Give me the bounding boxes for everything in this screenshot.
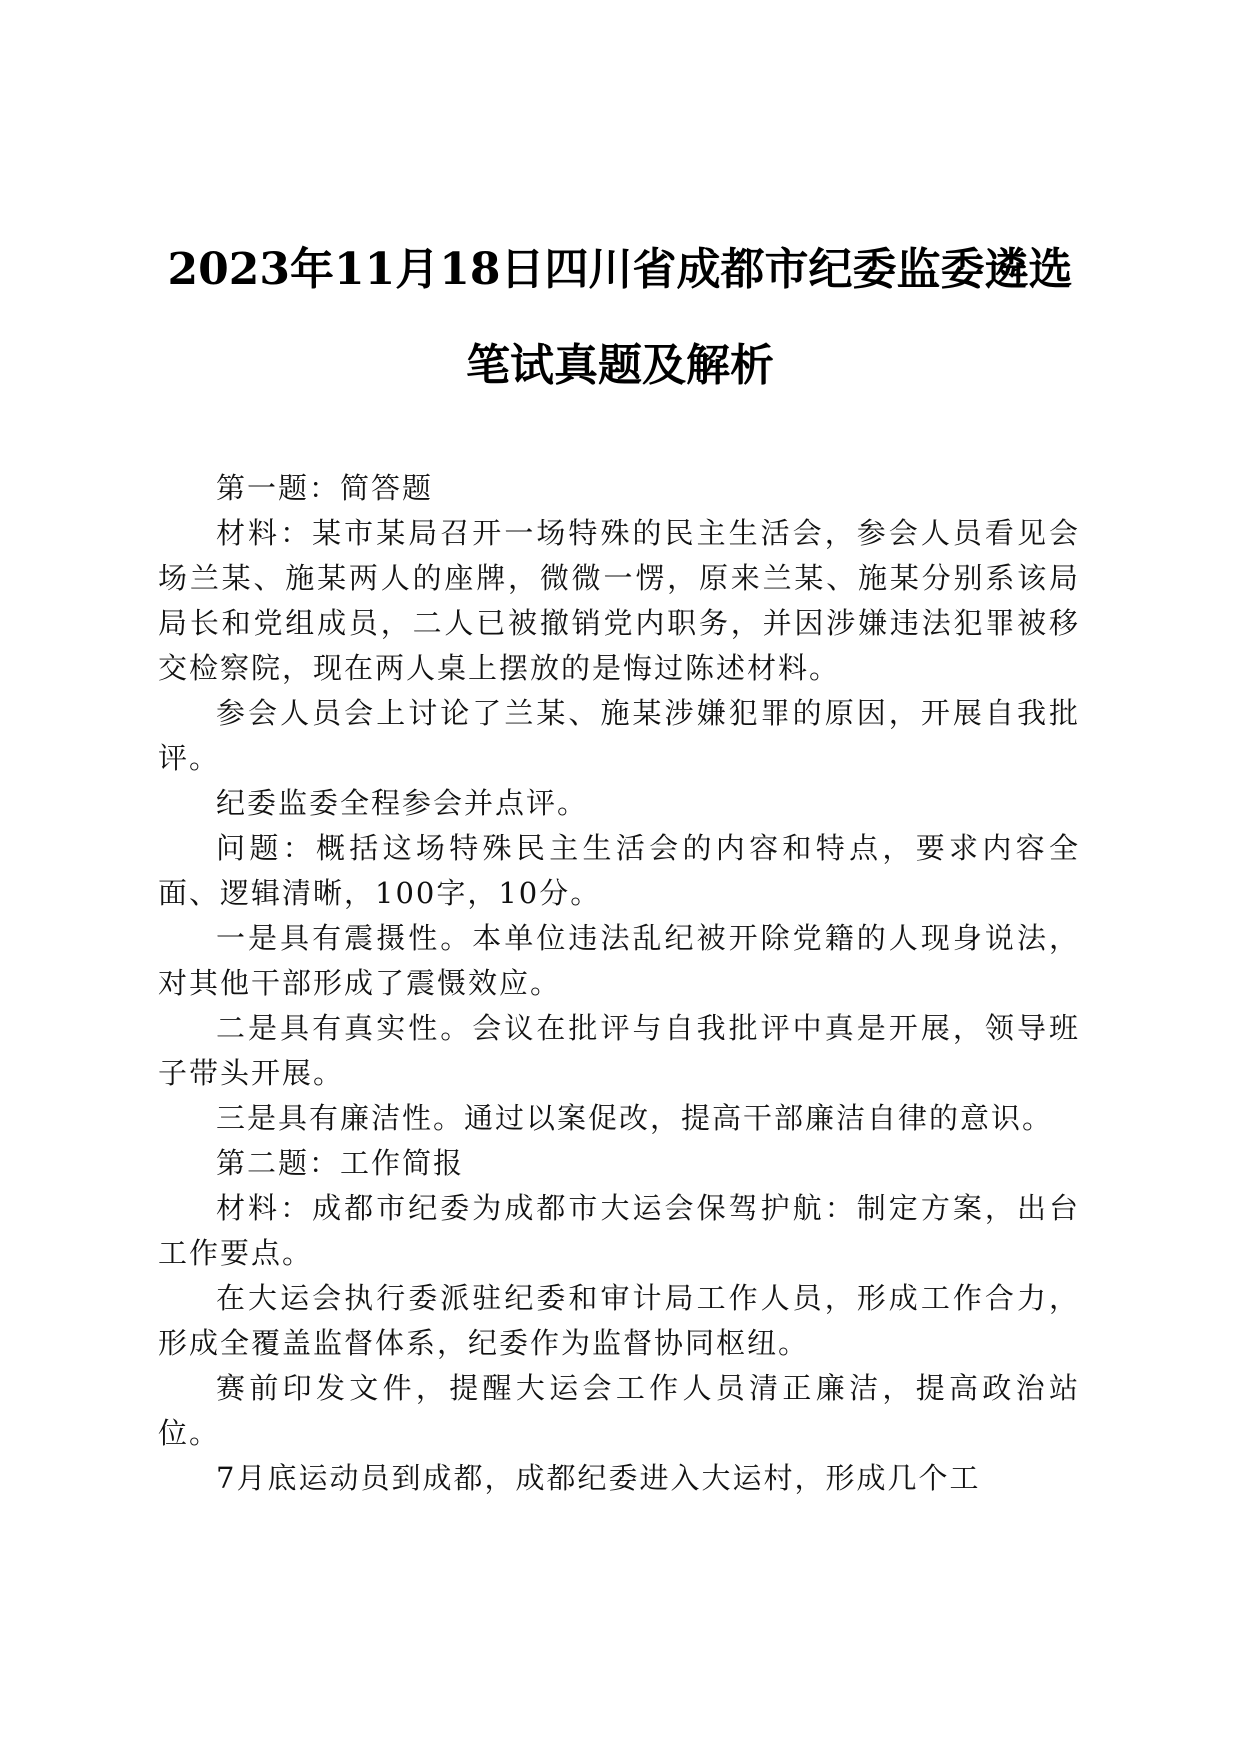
material-paragraph: 材料：成都市纪委为成都市大运会保驾护航：制定方案，出台工作要点。 <box>158 1191 1080 1270</box>
answer-point-3: 三是具有廉洁性。通过以案促改，提高干部廉洁自律的意识。 <box>216 1101 1054 1135</box>
title-line-2: 笔试真题及解析 <box>466 340 774 391</box>
material-paragraph: 材料：某市某局召开一场特殊的民主生活会，参会人员看见会场兰某、施某两人的座牌，微微一愣，原来兰某、施某分别系该局局长和党组成员，二人已被撤销党内职务，并因涉嫌违法犯罪被移交检察院，现在两人桌上摆放的是悔过陈述材料。 <box>158 516 1080 685</box>
question-paragraph: 问题：概括这场特殊民主生活会的内容和特点，要求内容全面、逻辑清晰，100字，10分。 <box>158 831 1080 910</box>
body-paragraph: 纪委监委全程参会并点评。 <box>216 786 589 820</box>
section-heading-question-2: 第二题：工作简报 <box>216 1146 465 1180</box>
body-paragraph: 参会人员会上讨论了兰某、施某涉嫌犯罪的原因，开展自我批评。 <box>158 696 1080 775</box>
title-line-1: 2023年11月18日四川省成都市纪委监委遴选 <box>167 244 1073 295</box>
answer-point-2: 二是具有真实性。会议在批评与自我批评中真是开展，领导班子带头开展。 <box>158 1011 1080 1090</box>
section-heading-question-1: 第一题：简答题 <box>216 471 434 505</box>
answer-point-1: 一是具有震摄性。本单位违法乱纪被开除党籍的人现身说法，对其他干部形成了震慑效应。 <box>158 921 1080 1000</box>
body-paragraph: 在大运会执行委派驻纪委和审计局工作人员，形成工作合力，形成全覆盖监督体系，纪委作为监督协同枢纽。 <box>158 1281 1080 1360</box>
body-paragraph: 7月底运动员到成都，成都纪委进入大运村，形成几个工 <box>216 1461 981 1495</box>
body-paragraph: 赛前印发文件，提醒大运会工作人员清正廉洁，提高政治站位。 <box>158 1371 1080 1450</box>
document-body <box>158 466 1080 1501</box>
document-title <box>140 222 1100 414</box>
